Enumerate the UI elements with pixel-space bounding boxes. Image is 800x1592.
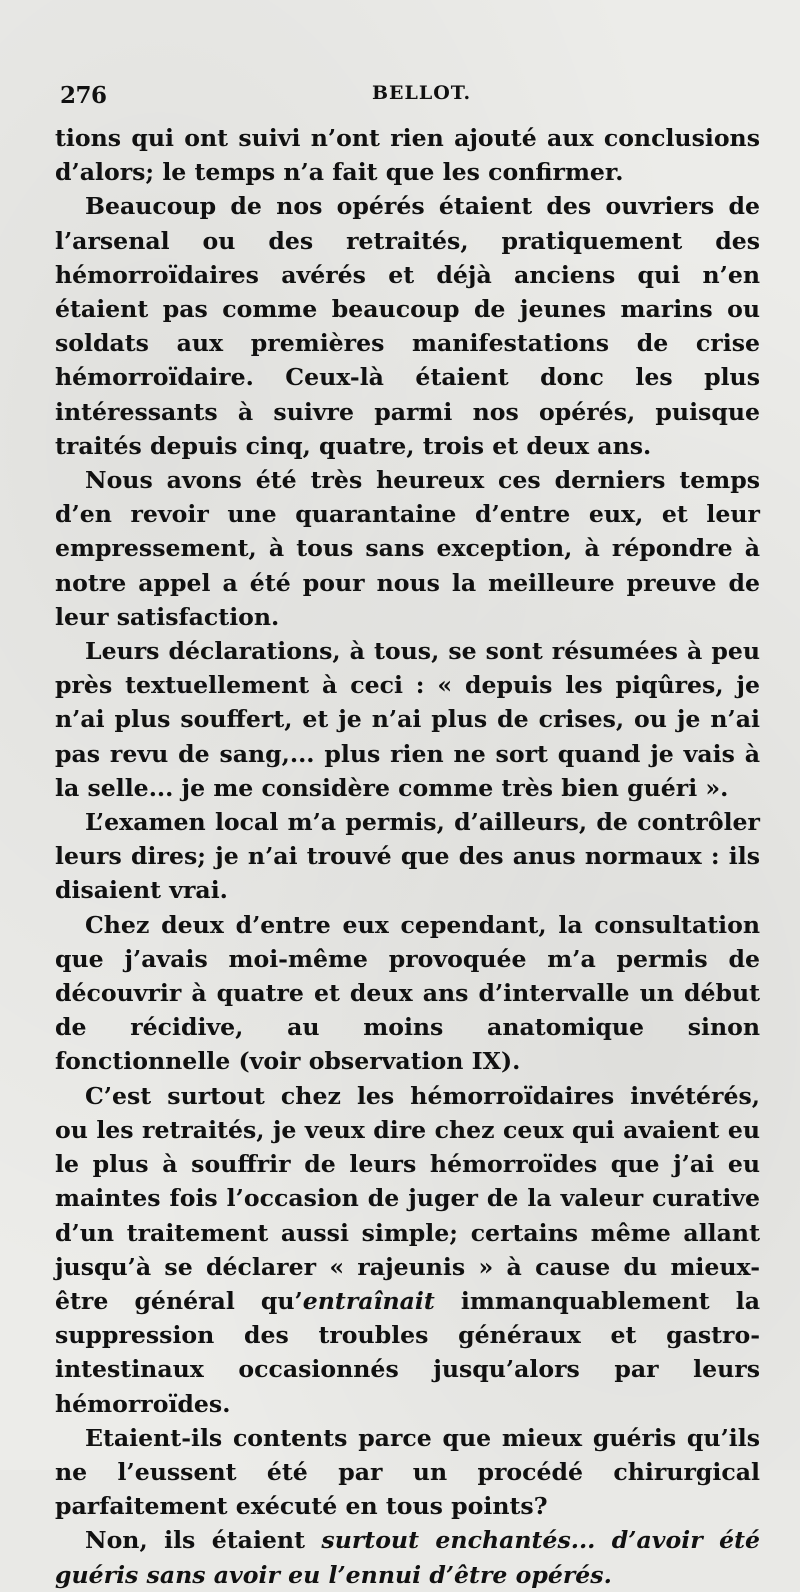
paragraph [55,908,760,1079]
text-segment: C’est surtout chez les hémorroïdaires invétérés, ou les retraités, je veux dire chez ceux qui avaient eu le plus à souffrir de leurs hémorroïdes que j’ai eu maintes fois l’occasion de juger de la valeur curative d’un traitement aussi simple; certains même allant jusqu’à se déclarer « rajeunis » à cause du mieux-être général qu’ [55,1081,760,1315]
paragraph [55,1079,760,1421]
page-header [60,82,760,116]
paragraph [55,1421,760,1524]
running-head: BELLOT. [372,82,472,104]
italic-segment: surtout enchantés... d’avoir été guéris sans avoir eu l’ennui d’être opérés. [55,1526,761,1589]
text-segment: Nous avons été très heureux ces derniers temps d’en revoir une quarantaine d’entre eux, et leur empressement, à tous sans exception, à répondre à notre appel a été pour nous la meilleure preuve de leur satisfaction. [55,466,760,631]
italic-segment: entraînait [302,1286,435,1315]
paragraph [55,463,760,634]
paragraph [55,805,760,908]
page-number: 276 [60,82,107,109]
text-segment: Etaient-ils contents parce que mieux guéris qu’ils ne l’eussent été par un procédé chirurgical parfaitement exécuté en tous points? [55,1423,760,1521]
text-segment: Beaucoup de nos opérés étaient des ouvriers de l’arsenal ou des retraités, pratiquement des hémorroïdaires avérés et déjà anciens qui n’en étaient pas comme beaucoup de jeunes marins ou soldats aux premières manifestations de crise hémorroïdaire. Ceux-là étaient donc les plus intéressants à suivre parmi nos opérés, puisque traités depuis cinq, quatre, trois et deux ans. [55,192,760,460]
text-segment: Non, ils étaient [85,1526,322,1555]
text-segment: Leurs déclarations, à tous, se sont résumées à peu près textuellement à ceci : « depuis les piqûres, je n’ai plus souffert, et je n’ai plus de crises, ou je n’ai pas revu de sang,... plus rien ne sort quand je vais à la selle... je me considère comme très bien guéri ». [55,637,760,802]
text-segment: L’examen local m’a permis, d’ailleurs, de contrôler leurs dires; je n’ai trouvé que des anus normaux : ils disaient vrai. [55,808,760,905]
paragraph [55,634,760,805]
text-segment: Chez deux d’entre eux cependant, la consultation que j’avais moi-même provoquée m’a permis de découvrir à quatre et deux ans d’intervalle un début de récidive, au moins anatomique sinon fonctionnelle (voir observation IX). [55,910,760,1076]
paragraph [55,189,760,463]
text-segment: immanquablement la suppression des troubles généraux et gastro-intestinaux occasionnés jusqu’alors par leurs hémorroïdes. [55,1286,760,1418]
body-text [55,121,760,1592]
text-segment: tions qui ont suivi n’ont rien ajouté aux conclusions d’alors; le temps n’a fait que les confirmer. [55,124,760,187]
paragraph [55,1523,760,1591]
paragraph [55,121,760,189]
